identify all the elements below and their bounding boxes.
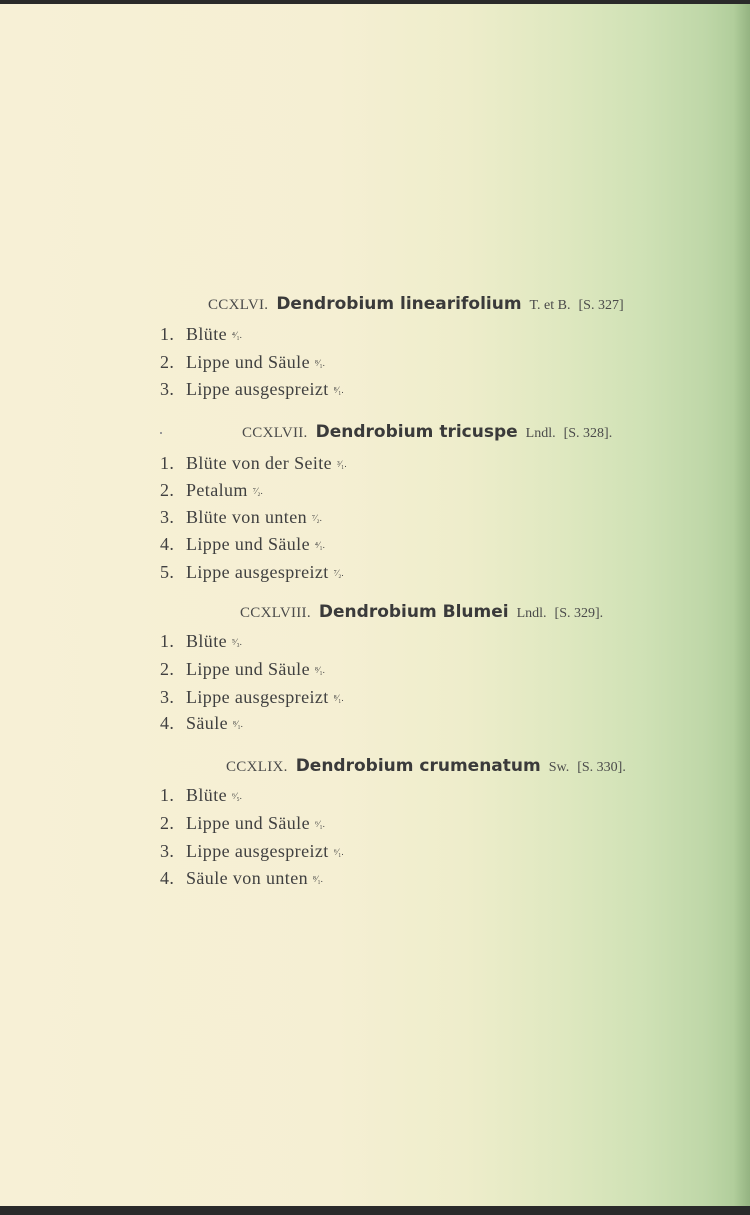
magnification: ⁸⁄₁. (314, 358, 325, 368)
species-author: Sw. (548, 760, 570, 775)
magnification: ⁸⁄₁. (232, 719, 243, 729)
magnification: ⁷⁄₂. (333, 568, 344, 578)
list-item: 4. Säule von unten ⁸⁄₁. (160, 868, 323, 888)
magnification: ⁵⁄₃. (231, 637, 242, 647)
magnification: ⁷⁄₂. (311, 513, 322, 523)
magnification: ⁸⁄₁. (333, 385, 344, 395)
magnification: ⁴⁄₁. (231, 330, 242, 340)
magnification: ⁶⁄₅. (231, 791, 242, 801)
list-item: 4. Säule ⁸⁄₁. (160, 713, 243, 733)
magnification: ⁶⁄₁. (333, 847, 344, 857)
list-item: 3. Lippe ausgespreizt ⁸⁄₁. (160, 687, 344, 707)
book-page (0, 4, 750, 1206)
species-author: T. et B. (529, 298, 571, 313)
list-item: 5. Lippe ausgespreizt ⁷⁄₂. (160, 562, 344, 582)
list-item: 2. Petalum ⁷⁄₂. (160, 480, 263, 500)
plate-heading (240, 602, 603, 622)
species-name: Dendrobium linearifolium (276, 294, 522, 314)
list-item: 4. Lippe und Säule ⁴⁄₁. (160, 534, 325, 554)
magnification: ⁶⁄₁. (314, 819, 325, 829)
species-author: Lndl. (516, 606, 547, 621)
plate-number: CCXLVIII. (240, 605, 311, 621)
species-author: Lndl. (525, 426, 556, 441)
paper-speck (160, 432, 162, 434)
list-item: 2. Lippe und Säule ⁸⁄₁. (160, 659, 325, 679)
list-item: 2. Lippe und Säule ⁸⁄₁. (160, 352, 325, 372)
magnification: ³⁄₁. (336, 459, 347, 469)
magnification: ⁸⁄₁. (312, 874, 323, 884)
list-item: 3. Lippe ausgespreizt ⁸⁄₁. (160, 379, 344, 399)
list-item: 1. Blüte von der Seite ³⁄₁. (160, 453, 347, 473)
magnification: ⁸⁄₁. (333, 693, 344, 703)
species-name: Dendrobium Blumei (318, 602, 509, 622)
list-item: 3. Lippe ausgespreizt ⁶⁄₁. (160, 841, 344, 861)
plate-number: CCXLIX. (226, 759, 288, 775)
plate-heading (208, 294, 624, 314)
plate-heading (226, 756, 626, 776)
page-reference: [S. 327] (578, 298, 624, 313)
page-reference: [S. 330]. (577, 760, 626, 775)
plate-heading (242, 422, 612, 442)
list-item: 3. Blüte von unten ⁷⁄₂. (160, 507, 322, 527)
species-name: Dendrobium crumenatum (295, 756, 541, 776)
page-reference: [S. 329]. (554, 606, 604, 621)
page-reference: [S. 328]. (563, 426, 613, 441)
species-name: Dendrobium tricuspe (315, 422, 518, 442)
magnification: ⁴⁄₁. (314, 540, 325, 550)
list-item: 2. Lippe und Säule ⁶⁄₁. (160, 813, 325, 833)
magnification: ⁸⁄₁. (314, 665, 325, 675)
plate-number: CCXLVI. (208, 297, 269, 313)
plate-number: CCXLVII. (242, 425, 308, 441)
list-item: 1. Blüte ⁴⁄₁. (160, 324, 242, 344)
list-item: 1. Blüte ⁵⁄₃. (160, 631, 242, 651)
magnification: ⁷⁄₂. (252, 486, 263, 496)
list-item: 1. Blüte ⁶⁄₅. (160, 785, 242, 805)
